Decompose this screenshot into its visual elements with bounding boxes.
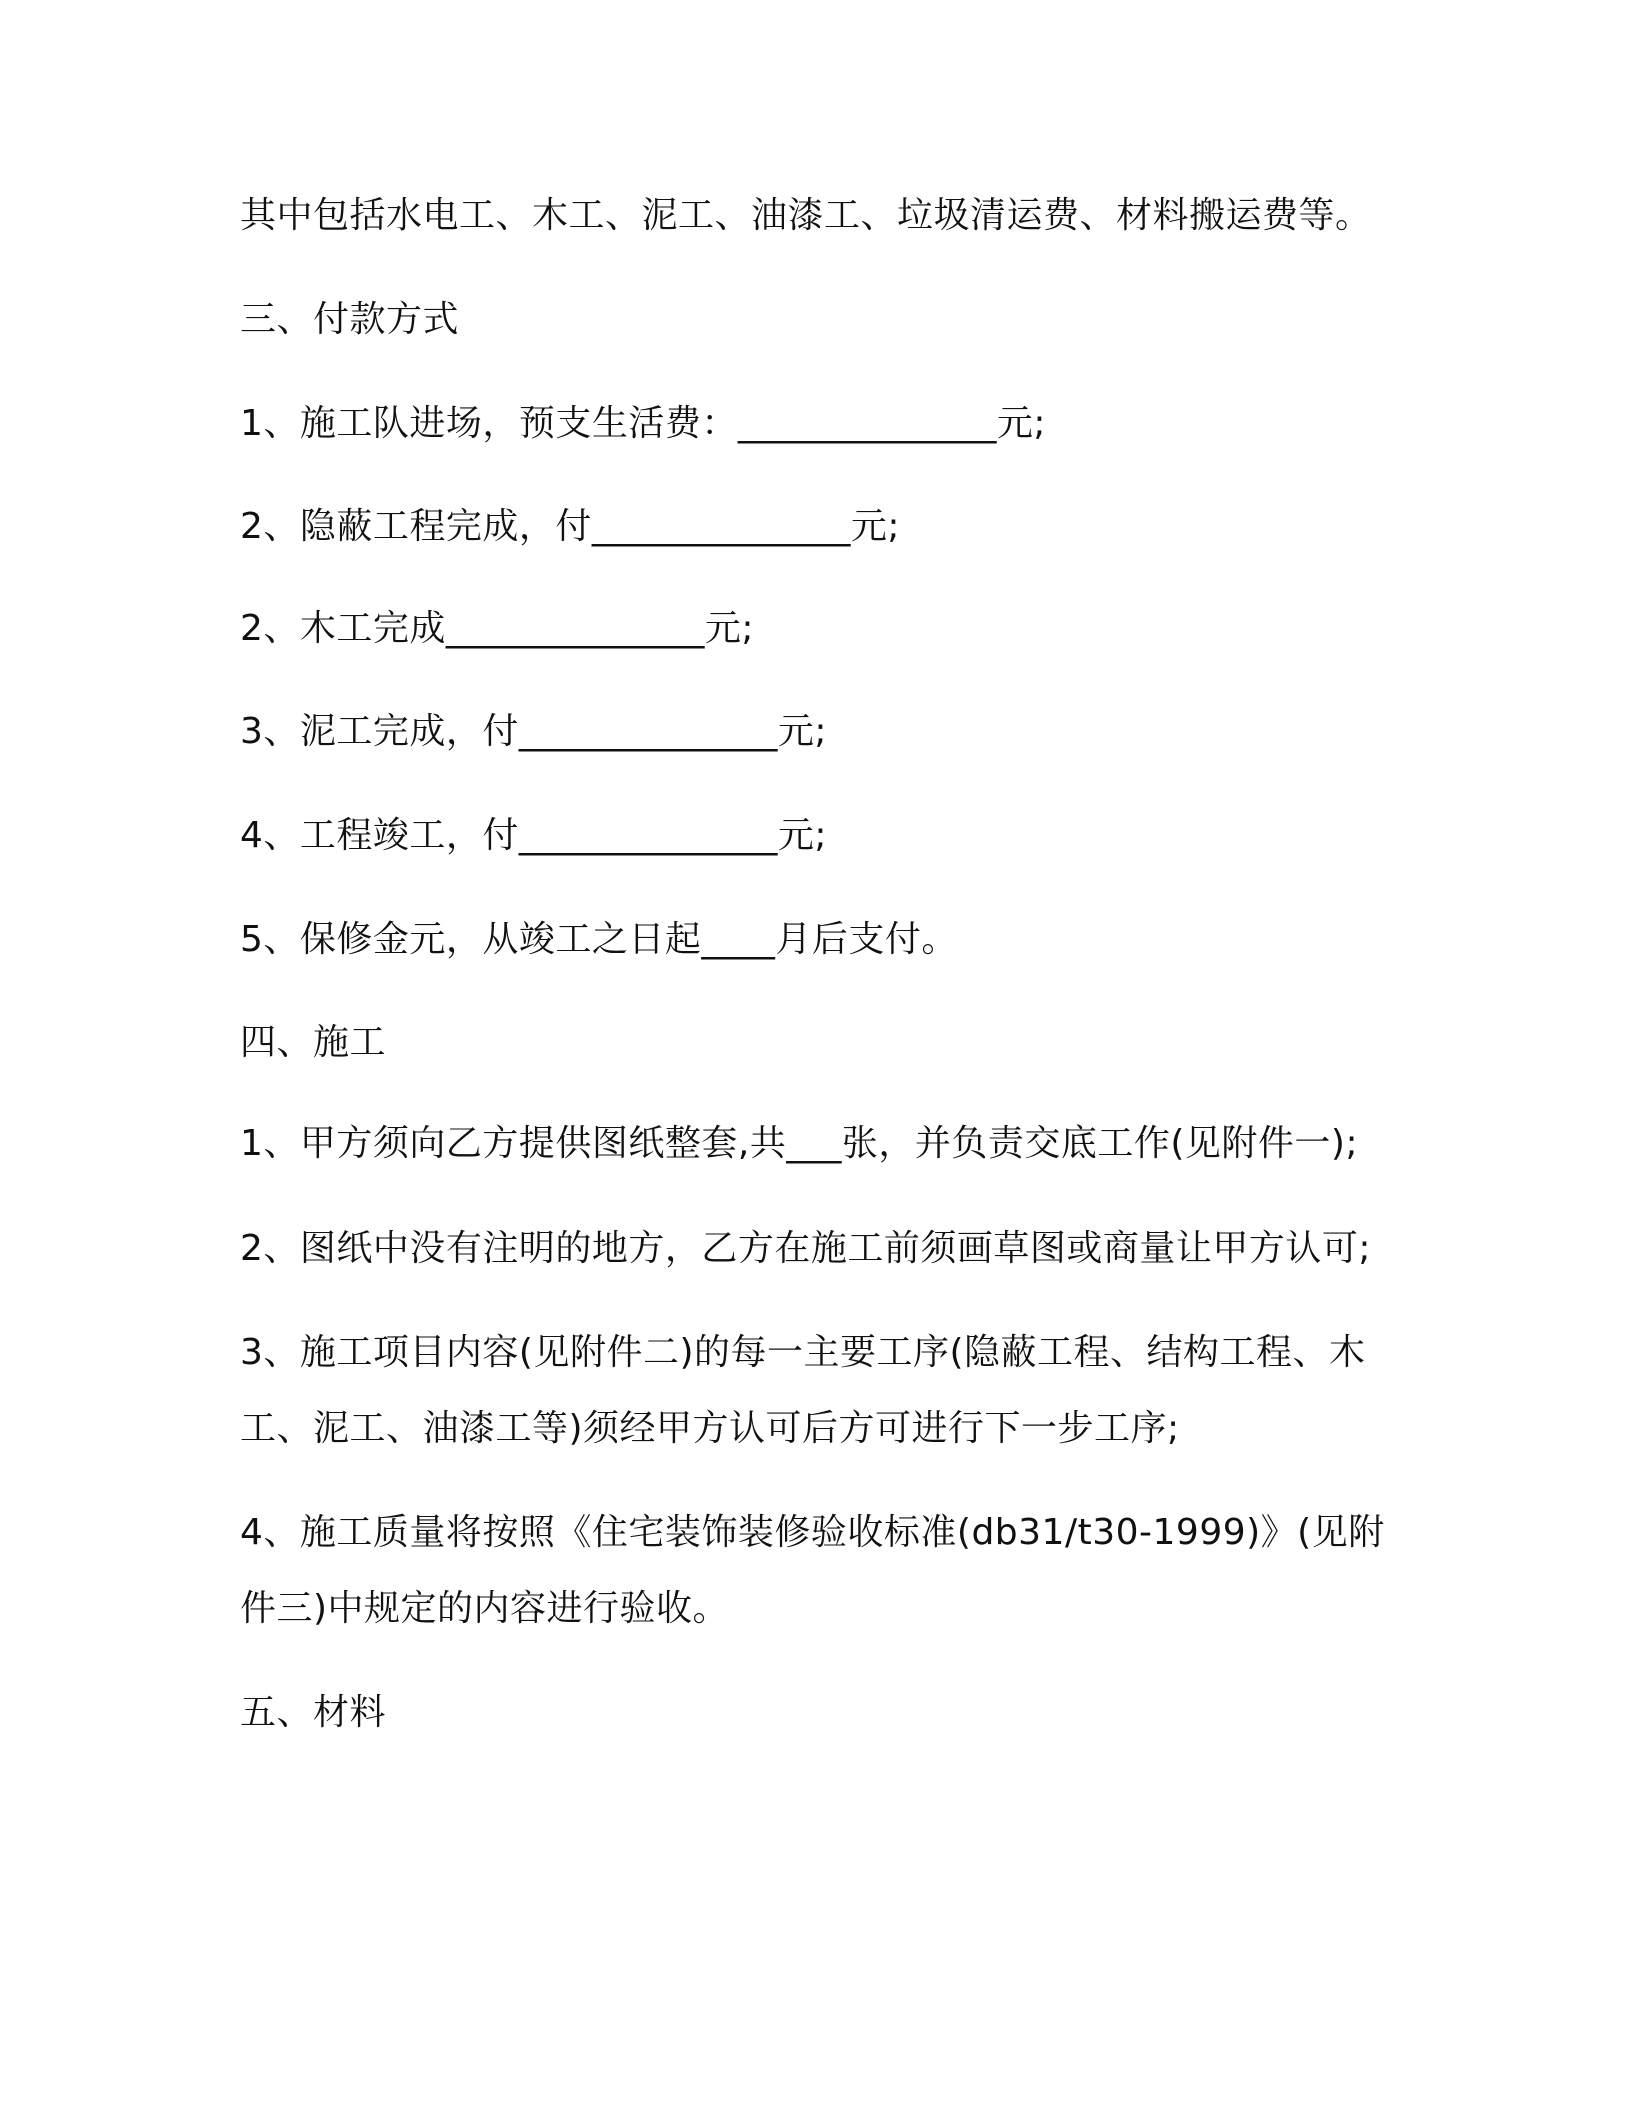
section-heading-construction: 四、施工 — [240, 1022, 387, 1063]
payment-item: 5、保修金元，从竣工之日起____月后支付。 — [240, 919, 958, 960]
payment-item: 4、工程竣工，付______________元; — [240, 815, 828, 856]
payment-item: 3、泥工完成，付______________元; — [240, 711, 828, 752]
construction-item-cont: 件三)中规定的内容进行验收。 — [240, 1588, 730, 1629]
construction-item-cont: 工、泥工、油漆工等)须经甲方认可后方可进行下一步工序; — [240, 1408, 1180, 1449]
section-heading-payment: 三、付款方式 — [240, 299, 460, 340]
payment-item: 2、隐蔽工程完成，付______________元; — [240, 506, 901, 547]
construction-item: 2、图纸中没有注明的地方，乙方在施工前须画草图或商量让甲方认可; — [240, 1228, 1372, 1269]
construction-item: 4、施工质量将按照《住宅装饰装修验收标准(db31/t30-1999)》(见附 — [240, 1512, 1385, 1553]
section-heading-materials: 五、材料 — [240, 1692, 387, 1733]
payment-item: 2、木工完成______________元; — [240, 608, 755, 649]
paragraph-line: 其中包括水电工、木工、泥工、油漆工、垃圾清运费、材料搬运费等。 — [240, 195, 1372, 236]
construction-item: 3、施工项目内容(见附件二)的每一主要工序(隐蔽工程、结构工程、木 — [240, 1332, 1366, 1373]
construction-item: 1、甲方须向乙方提供图纸整套,共___张，并负责交底工作(见附件一); — [240, 1123, 1359, 1164]
payment-item: 1、施工队进场，预支生活费：______________元; — [240, 403, 1047, 444]
